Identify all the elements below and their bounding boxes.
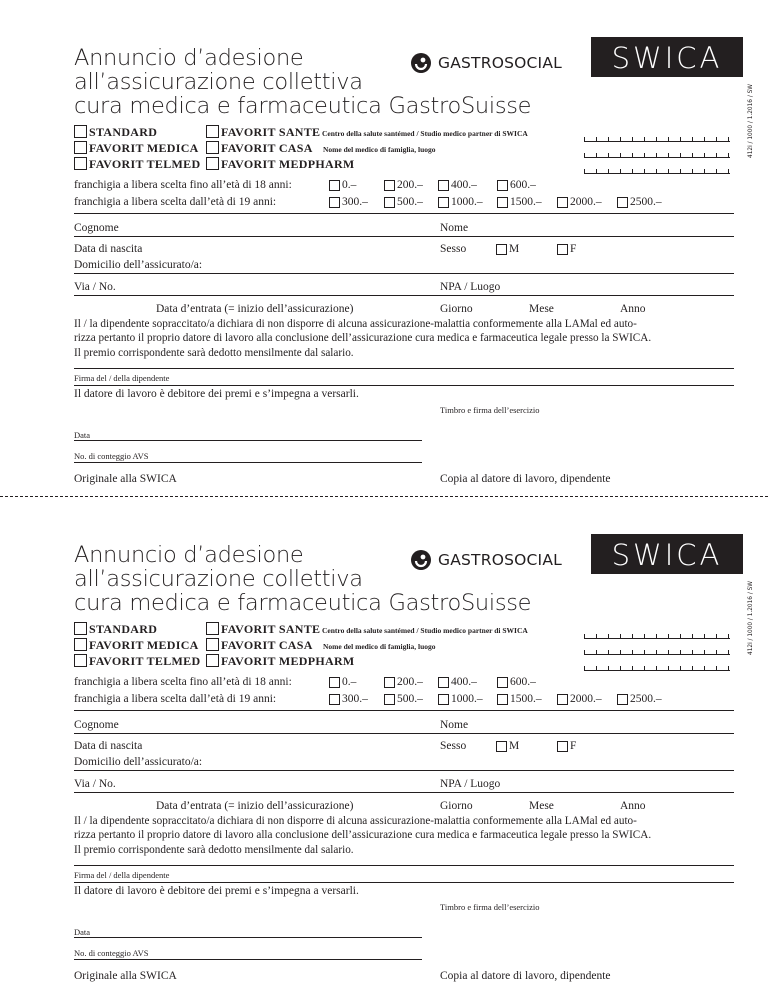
divider xyxy=(74,213,734,214)
field-tick xyxy=(704,153,705,157)
divider xyxy=(74,710,734,711)
title-line-3: cura medica e farmaceutica GastroSuisse xyxy=(74,590,532,616)
franchise-0-label: 0.– xyxy=(342,179,357,191)
field-tick xyxy=(632,137,633,141)
gastrosocial-wordmark: GASTROSOCIAL xyxy=(438,54,562,72)
plan-favorit-medpharm-label: FAVORIT MEDPHARM xyxy=(221,654,355,668)
field-tick xyxy=(620,650,621,654)
giorno-label: Giorno xyxy=(440,303,473,315)
checkbox-franchise-200[interactable] xyxy=(384,180,395,191)
plan-favorit-telmed-label: FAVORIT TELMED xyxy=(89,157,201,171)
via-label: Via / No. xyxy=(74,281,116,293)
franchise-1000-label: 1000.– xyxy=(451,693,483,705)
field-tick xyxy=(656,666,657,670)
field-tick xyxy=(596,169,597,173)
field-tick xyxy=(608,650,609,654)
field-tick xyxy=(632,634,633,638)
franchise-0-label: 0.– xyxy=(342,676,357,688)
field-tick xyxy=(704,137,705,141)
field-tick xyxy=(584,666,585,670)
declaration-line-1: Il / la dipendente sopraccitato/a dichiara di non disporre di alcuna assicurazione-malattia conformemente alla LAMal ed auto- xyxy=(74,318,637,330)
checkbox-sesso-m[interactable] xyxy=(496,741,507,752)
field-tick xyxy=(632,153,633,157)
plan-favorit-medica-label: FAVORIT MEDICA xyxy=(89,638,199,652)
field-tick xyxy=(704,650,705,654)
field-tick xyxy=(596,634,597,638)
conteggio-avs-line[interactable] xyxy=(74,462,422,463)
firma-dipendente-label: Firma del / della dipendente xyxy=(74,870,170,880)
field-tick xyxy=(680,169,681,173)
mese-label: Mese xyxy=(529,800,554,812)
form-copy-employer xyxy=(0,497,768,994)
checkbox-favorit-sante[interactable] xyxy=(206,622,219,635)
checkbox-sesso-f[interactable] xyxy=(557,244,568,255)
plan-standard-label: STANDARD xyxy=(89,125,158,139)
field-tick xyxy=(656,137,657,141)
npa-label: NPA / Luogo xyxy=(440,281,501,293)
copy-employer-label: Copia al datore di lavoro, dipendente xyxy=(440,970,611,982)
employer-statement: Il datore di lavoro è debitore dei premi e s’impegna a versarli. xyxy=(74,885,359,897)
field-tick xyxy=(644,169,645,173)
title-line-1: Annuncio d’adesione xyxy=(74,45,304,71)
cognome-label: Cognome xyxy=(74,222,119,234)
franchise-over19-label: franchigia a libera scelta dall’età di 19 anni: xyxy=(74,196,277,208)
checkbox-franchise-400[interactable] xyxy=(438,677,449,688)
checkbox-franchise-600[interactable] xyxy=(497,677,508,688)
domicilio-label: Domicilio dell’assicurato/a: xyxy=(74,756,203,768)
field-tick xyxy=(620,169,621,173)
franchise-over19-label: franchigia a libera scelta dall’età di 19 anni: xyxy=(74,693,277,705)
field-tick xyxy=(596,666,597,670)
plan-favorit-sante-label: FAVORIT SANTE xyxy=(221,125,321,139)
checkbox-favorit-casa[interactable] xyxy=(206,141,219,154)
gastrosocial-logo xyxy=(410,549,562,571)
checkbox-sesso-f[interactable] xyxy=(557,741,568,752)
franchise-1500-label: 1500.– xyxy=(510,196,542,208)
franchise-under18-label: franchigia a libera scelta fino all’età di 18 anni: xyxy=(74,179,292,191)
field-tick xyxy=(680,666,681,670)
divider xyxy=(74,368,734,369)
cognome-nome-line[interactable] xyxy=(74,236,734,237)
field-tick xyxy=(620,634,621,638)
field-tick xyxy=(584,650,585,654)
field-tick xyxy=(680,650,681,654)
franchise-under18-label: franchigia a libera scelta fino all’età di 18 anni: xyxy=(74,676,292,688)
sesso-f-label: F xyxy=(570,243,577,255)
checkbox-favorit-sante[interactable] xyxy=(206,125,219,138)
field-tick xyxy=(680,153,681,157)
timbro-label: Timbro e firma dell’esercizio xyxy=(440,405,540,415)
gastrosocial-icon xyxy=(410,549,432,571)
checkbox-favorit-casa[interactable] xyxy=(206,638,219,651)
field-tick xyxy=(632,666,633,670)
conteggio-avs-label: No. di conteggio AVS xyxy=(74,451,149,461)
field-tick xyxy=(644,666,645,670)
field-tick xyxy=(692,650,693,654)
checkbox-franchise-400[interactable] xyxy=(438,180,449,191)
firma-dipendente-line[interactable] xyxy=(74,882,734,883)
field-tick xyxy=(644,650,645,654)
checkbox-favorit-medica[interactable] xyxy=(74,141,87,154)
copy-original-label: Originale alla SWICA xyxy=(74,970,177,982)
field-tick xyxy=(620,137,621,141)
sesso-label: Sesso xyxy=(440,740,467,752)
field-tick xyxy=(728,153,729,157)
domicilio-line[interactable] xyxy=(74,273,734,274)
field-tick xyxy=(656,650,657,654)
franchise-200-label: 200.– xyxy=(397,179,423,191)
checkbox-franchise-2000[interactable] xyxy=(557,694,568,705)
field-tick xyxy=(716,137,717,141)
field-tick xyxy=(584,169,585,173)
checkbox-franchise-1000[interactable] xyxy=(438,197,449,208)
field-tick xyxy=(728,666,729,670)
field-tick xyxy=(704,666,705,670)
field-tick xyxy=(680,634,681,638)
field-tick xyxy=(632,169,633,173)
field-tick xyxy=(596,153,597,157)
checkbox-franchise-200[interactable] xyxy=(384,677,395,688)
via-npa-line[interactable] xyxy=(74,792,734,793)
checkbox-franchise-1500[interactable] xyxy=(497,694,508,705)
declaration-line-2: rizza pertanto il proprio datore di lavoro alla conclusione dell’assicurazione cura medica e farmaceutica legale presso la SWICA. xyxy=(74,332,652,345)
checkbox-favorit-medica[interactable] xyxy=(74,638,87,651)
field-tick xyxy=(644,634,645,638)
checkbox-favorit-telmed[interactable] xyxy=(74,654,87,667)
declaration-text xyxy=(74,814,734,857)
field-tick xyxy=(584,137,585,141)
field-tick xyxy=(596,650,597,654)
data-entrata-label: Data d’entrata (= inizio dell’assicurazione) xyxy=(156,800,354,812)
checkbox-franchise-300[interactable] xyxy=(329,694,340,705)
field-tick xyxy=(692,634,693,638)
declaration-text xyxy=(74,317,734,360)
checkbox-franchise-1000[interactable] xyxy=(438,694,449,705)
field-tick xyxy=(644,153,645,157)
nome-label: Nome xyxy=(440,222,469,234)
anno-label: Anno xyxy=(620,303,646,315)
employer-statement: Il datore di lavoro è debitore dei premi e s’impegna a versarli. xyxy=(74,388,359,400)
franchise-300-label: 300.– xyxy=(342,693,368,705)
field-tick xyxy=(620,153,621,157)
checkbox-franchise-0[interactable] xyxy=(329,677,340,688)
checkbox-favorit-medpharm[interactable] xyxy=(206,157,219,170)
title-line-2: all’assicurazione collettiva xyxy=(74,69,363,95)
field-tick xyxy=(584,153,585,157)
conteggio-avs-label: No. di conteggio AVS xyxy=(74,948,149,958)
field-tick xyxy=(692,666,693,670)
data-nascita-label: Data di nascita xyxy=(74,243,143,255)
sante-number-field[interactable] xyxy=(584,129,730,142)
domicilio-line[interactable] xyxy=(74,770,734,771)
sesso-label: Sesso xyxy=(440,243,467,255)
plan-favorit-casa-note: Nome del medico di famiglia, luogo xyxy=(323,145,436,154)
nome-label: Nome xyxy=(440,719,469,731)
casa-number-field[interactable] xyxy=(584,145,730,158)
cognome-label: Cognome xyxy=(74,719,119,731)
field-tick xyxy=(656,634,657,638)
timbro-label: Timbro e firma dell’esercizio xyxy=(440,902,540,912)
field-tick xyxy=(608,666,609,670)
checkbox-favorit-medpharm[interactable] xyxy=(206,654,219,667)
sesso-m-label: M xyxy=(509,243,520,255)
copy-employer-label: Copia al datore di lavoro, dipendente xyxy=(440,473,611,485)
checkbox-franchise-600[interactable] xyxy=(497,180,508,191)
casa-number-field[interactable] xyxy=(584,642,730,655)
checkbox-franchise-300[interactable] xyxy=(329,197,340,208)
field-tick xyxy=(668,137,669,141)
gastrosocial-logo xyxy=(410,52,562,74)
swica-logo xyxy=(591,534,743,574)
declaration-line-3: Il premio corrispondente sarà dedotto mensilmente dal salario. xyxy=(74,346,354,359)
field-tick xyxy=(716,153,717,157)
field-tick xyxy=(692,137,693,141)
checkbox-franchise-500[interactable] xyxy=(384,197,395,208)
franchise-500-label: 500.– xyxy=(397,693,423,705)
field-tick xyxy=(704,169,705,173)
field-tick xyxy=(716,634,717,638)
franchise-1000-label: 1000.– xyxy=(451,196,483,208)
swica-wordmark: SWICA xyxy=(611,538,723,572)
checkbox-franchise-2000[interactable] xyxy=(557,197,568,208)
field-tick xyxy=(716,169,717,173)
field-tick xyxy=(632,650,633,654)
field-tick xyxy=(656,153,657,157)
franchise-600-label: 600.– xyxy=(510,179,536,191)
franchise-2000-label: 2000.– xyxy=(570,693,602,705)
data-label: Data xyxy=(74,927,91,937)
field-tick xyxy=(668,666,669,670)
mese-label: Mese xyxy=(529,303,554,315)
field-tick xyxy=(644,137,645,141)
field-tick xyxy=(692,169,693,173)
firma-dipendente-line[interactable] xyxy=(74,385,734,386)
field-tick xyxy=(728,634,729,638)
sante-number-field[interactable] xyxy=(584,626,730,639)
checkbox-standard[interactable] xyxy=(74,622,87,635)
data-nascita-label: Data di nascita xyxy=(74,740,143,752)
swica-logo xyxy=(591,37,743,77)
plan-favorit-telmed-label: FAVORIT TELMED xyxy=(89,654,201,668)
field-tick xyxy=(728,650,729,654)
franchise-2500-label: 2500.– xyxy=(630,196,662,208)
title-line-1: Annuncio d’adesione xyxy=(74,542,304,568)
form-code: 412i / 1000 / 1.2016 / SW xyxy=(748,83,754,158)
title-line-2: all’assicurazione collettiva xyxy=(74,566,363,592)
field-tick xyxy=(680,137,681,141)
field-tick xyxy=(728,169,729,173)
field-tick xyxy=(704,634,705,638)
franchise-1500-label: 1500.– xyxy=(510,693,542,705)
copy-original-label: Originale alla SWICA xyxy=(74,473,177,485)
declaration-line-2: rizza pertanto il proprio datore di lavoro alla conclusione dell’assicurazione cura medica e farmaceutica legale presso la SWICA. xyxy=(74,829,652,842)
checkbox-franchise-500[interactable] xyxy=(384,694,395,705)
data-line[interactable] xyxy=(74,937,422,938)
title-line-3: cura medica e farmaceutica GastroSuisse xyxy=(74,93,532,119)
field-tick xyxy=(620,666,621,670)
plan-favorit-sante-label: FAVORIT SANTE xyxy=(221,622,321,636)
declaration-line-3: Il premio corrispondente sarà dedotto mensilmente dal salario. xyxy=(74,843,354,856)
field-tick xyxy=(656,169,657,173)
gastrosocial-icon xyxy=(410,52,432,74)
checkbox-sesso-m[interactable] xyxy=(496,244,507,255)
npa-label: NPA / Luogo xyxy=(440,778,501,790)
field-tick xyxy=(668,634,669,638)
plan-favorit-sante-note: Centro della salute santémed / Studio medico partner di SWICA xyxy=(322,129,528,138)
franchise-400-label: 400.– xyxy=(451,179,477,191)
via-npa-line[interactable] xyxy=(74,295,734,296)
medpharm-number-field[interactable] xyxy=(584,658,730,671)
checkbox-franchise-2500[interactable] xyxy=(617,197,628,208)
data-label: Data xyxy=(74,430,91,440)
plan-favorit-casa-label: FAVORIT CASA xyxy=(221,638,313,652)
swica-wordmark: SWICA xyxy=(611,41,723,75)
field-tick xyxy=(608,137,609,141)
data-line[interactable] xyxy=(74,440,422,441)
franchise-2000-label: 2000.– xyxy=(570,196,602,208)
giorno-label: Giorno xyxy=(440,800,473,812)
plan-favorit-casa-label: FAVORIT CASA xyxy=(221,141,313,155)
checkbox-franchise-2500[interactable] xyxy=(617,694,628,705)
firma-dipendente-label: Firma del / della dipendente xyxy=(74,373,170,383)
field-tick xyxy=(728,137,729,141)
franchise-500-label: 500.– xyxy=(397,196,423,208)
franchise-300-label: 300.– xyxy=(342,196,368,208)
checkbox-franchise-1500[interactable] xyxy=(497,197,508,208)
plan-standard-label: STANDARD xyxy=(89,622,158,636)
conteggio-avs-line[interactable] xyxy=(74,959,422,960)
franchise-600-label: 600.– xyxy=(510,676,536,688)
divider xyxy=(74,865,734,866)
plan-favorit-casa-note: Nome del medico di famiglia, luogo xyxy=(323,642,436,651)
field-tick xyxy=(668,650,669,654)
anno-label: Anno xyxy=(620,800,646,812)
checkbox-favorit-telmed[interactable] xyxy=(74,157,87,170)
field-tick xyxy=(608,169,609,173)
declaration-line-1: Il / la dipendente sopraccitato/a dichiara di non disporre di alcuna assicurazione-malattia conformemente alla LAMal ed auto- xyxy=(74,815,637,827)
field-tick xyxy=(608,153,609,157)
sesso-f-label: F xyxy=(570,740,577,752)
field-tick xyxy=(596,137,597,141)
field-tick xyxy=(716,650,717,654)
plan-favorit-medpharm-label: FAVORIT MEDPHARM xyxy=(221,157,355,171)
form-code: 412i / 1000 / 1.2016 / SW xyxy=(748,580,754,655)
franchise-400-label: 400.– xyxy=(451,676,477,688)
medpharm-number-field[interactable] xyxy=(584,161,730,174)
field-tick xyxy=(692,153,693,157)
franchise-200-label: 200.– xyxy=(397,676,423,688)
cognome-nome-line[interactable] xyxy=(74,733,734,734)
plan-favorit-sante-note: Centro della salute santémed / Studio medico partner di SWICA xyxy=(322,626,528,635)
gastrosocial-wordmark: GASTROSOCIAL xyxy=(438,551,562,569)
field-tick xyxy=(668,153,669,157)
checkbox-franchise-0[interactable] xyxy=(329,180,340,191)
plan-favorit-medica-label: FAVORIT MEDICA xyxy=(89,141,199,155)
via-label: Via / No. xyxy=(74,778,116,790)
field-tick xyxy=(584,634,585,638)
domicilio-label: Domicilio dell’assicurato/a: xyxy=(74,259,203,271)
checkbox-standard[interactable] xyxy=(74,125,87,138)
field-tick xyxy=(668,169,669,173)
sesso-m-label: M xyxy=(509,740,520,752)
field-tick xyxy=(608,634,609,638)
field-tick xyxy=(716,666,717,670)
data-entrata-label: Data d’entrata (= inizio dell’assicurazione) xyxy=(156,303,354,315)
franchise-2500-label: 2500.– xyxy=(630,693,662,705)
